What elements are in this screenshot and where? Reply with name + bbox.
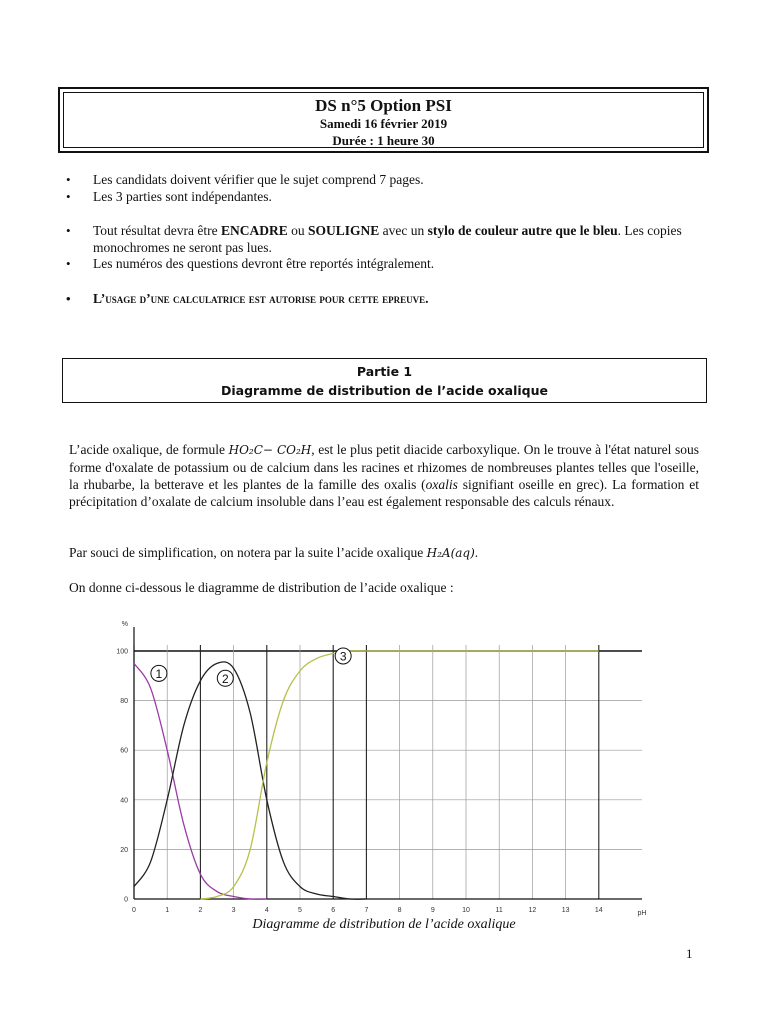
x-tick-3: 3 [231, 907, 236, 914]
part-box [62, 358, 707, 403]
x-tick-1: 1 [165, 907, 170, 914]
y-tick-20: 20 [120, 846, 128, 854]
notation-formula: H₂A(aq) [426, 546, 475, 560]
x-tick-11: 11 [495, 907, 503, 914]
instruction-encadre: • Tout résultat devra être ENCADRE ou SOULIGNE avec un stylo de couleur autre que le bleu. Les copies monochromes ne seront pas lues. [66, 223, 733, 256]
chart-labels [116, 621, 646, 917]
series-3-label: 3 [339, 649, 347, 664]
series-2-line [134, 662, 366, 899]
diagram-intro: On donne ci-dessous le diagramme de distribution de l’acide oxalique : [69, 580, 454, 595]
x-tick-0: 0 [132, 907, 136, 914]
instruction-calculatrice: • L’usage d’une calculatrice est autorise pour cette epreuve. [66, 291, 733, 308]
y-tick-80: 80 [120, 698, 128, 706]
y-axis-label: % [121, 621, 128, 628]
x-tick-14: 14 [594, 907, 603, 914]
distribution-chart [104, 612, 664, 917]
exam-header [58, 87, 709, 153]
y-tick-0: 0 [124, 896, 128, 904]
x-tick-12: 12 [528, 907, 537, 914]
x-tick-6: 6 [331, 907, 336, 914]
series-2-label: 2 [221, 671, 229, 686]
x-tick-2: 2 [198, 907, 203, 914]
instructions-list-1 [66, 172, 733, 205]
y-tick-60: 60 [120, 747, 128, 755]
instructions-list-2 [66, 223, 733, 273]
y-tick-100: 100 [116, 648, 128, 656]
formula: HO₂C− CO₂H [228, 443, 312, 457]
instruction-pages: • Les candidats doivent vérifier que le sujet comprend 7 pages. [66, 172, 733, 189]
x-tick-7: 7 [364, 907, 369, 914]
x-tick-9: 9 [430, 907, 435, 914]
instruction-numeros: • Les numéros des questions devront être reportés intégralement. [66, 256, 733, 273]
exam-date: Samedi 16 février 2019 [319, 116, 448, 131]
x-tick-10: 10 [462, 907, 470, 914]
part-subtitle: Diagramme de distribution de l’acide oxalique [220, 383, 549, 398]
x-tick-4: 4 [264, 907, 269, 914]
exam-header-inner [63, 92, 704, 148]
x-axis-label: pH [637, 910, 647, 917]
x-tick-8: 8 [397, 907, 402, 914]
instruction-independent: • Les 3 parties sont indépendantes. [66, 189, 733, 206]
exam-title: DS n°5 Option PSI [315, 96, 452, 115]
page-number: 1 [686, 946, 693, 961]
intro-paragraph: L’acide oxalique, de formule HO₂C− CO₂H, est le plus petit diacide carboxylique. On le trouve à l'état naturel sous forme d'oxalate de potassium ou de calcium dans les racines et rhizomes de nombreuses plantes telles que l'oseille, la rhubarbe, la betterave et les plantes de la famille des oxalis (oxalis signifiant oseille en grec). La formation et précipitation d’oxalate de calcium insoluble dans l’eau est également responsable des calculs rénaux. [69, 442, 700, 509]
x-tick-5: 5 [298, 907, 302, 914]
y-tick-40: 40 [120, 797, 128, 805]
series-1-label: 1 [155, 666, 163, 681]
x-tick-13: 13 [561, 907, 570, 914]
instructions-list-3 [66, 291, 733, 308]
chart-caption: Diagramme de distribution de l’acide oxalique [252, 917, 516, 932]
notation-paragraph: Par souci de simplification, on notera par la suite l’acide oxalique H₂A(aq). [69, 545, 479, 560]
exam-duration: Durée : 1 heure 30 [332, 133, 435, 148]
part-title: Partie 1 [356, 364, 413, 379]
